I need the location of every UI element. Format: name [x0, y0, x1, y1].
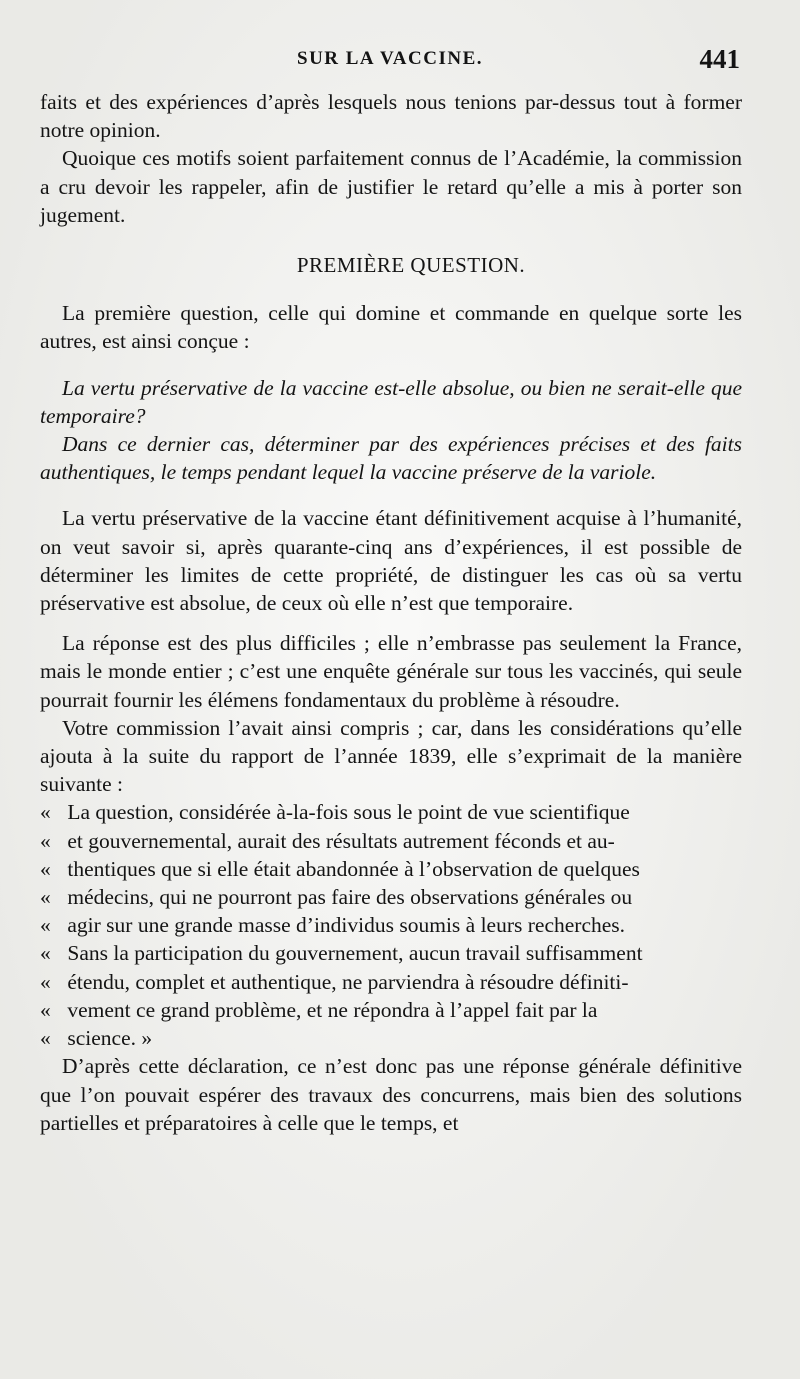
- quotation-block: [40, 798, 742, 1052]
- quote-text: médecins, qui ne pourront pas faire des observations générales ou: [67, 885, 633, 910]
- section-heading: PREMIÈRE QUESTION.: [296, 253, 526, 278]
- quote-line: [40, 1024, 742, 1052]
- quote-mark: «: [40, 856, 51, 881]
- quote-line: [40, 855, 742, 883]
- quote-text: vement ce grand problème, et ne répondra à l’appel fait par la: [67, 997, 598, 1022]
- question-text: La vertu préservative de la vaccine est-elle absolue, ou bien ne serait-elle que temporaire?: [40, 375, 742, 428]
- paragraph: Quoique ces motifs soient parfaitement connus de l’Académie, la commission a cru devoir les rappeler, afin de justifier le retard qu’elle a mis à porter son jugement.: [40, 146, 742, 227]
- quote-mark: «: [40, 941, 51, 966]
- quote-mark: «: [40, 828, 51, 853]
- page-number: 441: [699, 44, 740, 74]
- page-header: [40, 44, 740, 84]
- quote-line: [40, 911, 742, 939]
- quote-mark: «: [40, 800, 51, 825]
- quote-line: [40, 798, 742, 826]
- running-head: SUR LA VACCINE.: [297, 48, 483, 69]
- paragraph: La réponse est des plus difficiles ; elle n’embrasse pas seulement la France, mais le monde entier ; c’est une enquête générale sur tous les vaccinés, qui seule pourrait fournir les élémens fondamentaux du problème à résoudre.: [40, 631, 742, 712]
- paragraph: La première question, celle qui domine et commande en quelque sorte les autres, est ainsi conçue :: [40, 301, 742, 354]
- quote-mark: «: [40, 885, 51, 910]
- quote-mark: «: [40, 997, 51, 1022]
- paragraph-continuation: faits et des expériences d’après lesquels nous tenions par-dessus tout à former notre opinion.: [40, 90, 742, 143]
- quote-mark: «: [40, 913, 51, 938]
- question-text: Dans ce dernier cas, déterminer par des expériences précises et des faits authentiques, le temps pendant lequel la vaccine préserve de la variole.: [40, 432, 742, 485]
- paragraph: D’après cette déclaration, ce n’est donc pas une réponse générale définitive que l’on pouvait espérer des travaux des concurrens, mais bien des solutions partielles et préparatoires à celle que le temps, et: [40, 1054, 742, 1135]
- quote-line: [40, 827, 742, 855]
- quote-text: thentiques que si elle était abandonnée à l’observation de quelques: [67, 856, 640, 881]
- quote-text: La question, considérée à-la-fois sous le point de vue scientifique: [67, 800, 630, 825]
- quote-text: étendu, complet et authentique, ne parviendra à résoudre définiti-: [67, 969, 629, 994]
- quote-text: et gouvernemental, aurait des résultats autrement féconds et au-: [67, 828, 615, 853]
- page-body: [40, 88, 742, 1137]
- quote-mark: «: [40, 969, 51, 994]
- quote-text: Sans la participation du gouvernement, aucun travail suffisamment: [67, 941, 643, 966]
- quote-text: science. »: [67, 1026, 153, 1051]
- quote-line: [40, 968, 742, 996]
- quote-line: [40, 883, 742, 911]
- paragraph: La vertu préservative de la vaccine étant définitivement acquise à l’humanité, on veut savoir si, après quarante-cinq ans d’expériences, il est possible de déterminer les limites de cette propriété, de distinguer les cas où sa vertu préservative est absolue, de ceux où elle n’est que temporaire.: [40, 506, 742, 616]
- quote-mark: «: [40, 1026, 51, 1051]
- quote-line: [40, 939, 742, 967]
- quote-text: agir sur une grande masse d’individus soumis à leurs recherches.: [67, 913, 626, 938]
- quote-line: [40, 996, 742, 1024]
- paragraph: Votre commission l’avait ainsi compris ; car, dans les considérations qu’elle ajouta à la suite du rapport de l’année 1839, elle s’exprimait de la manière suivante :: [40, 715, 742, 797]
